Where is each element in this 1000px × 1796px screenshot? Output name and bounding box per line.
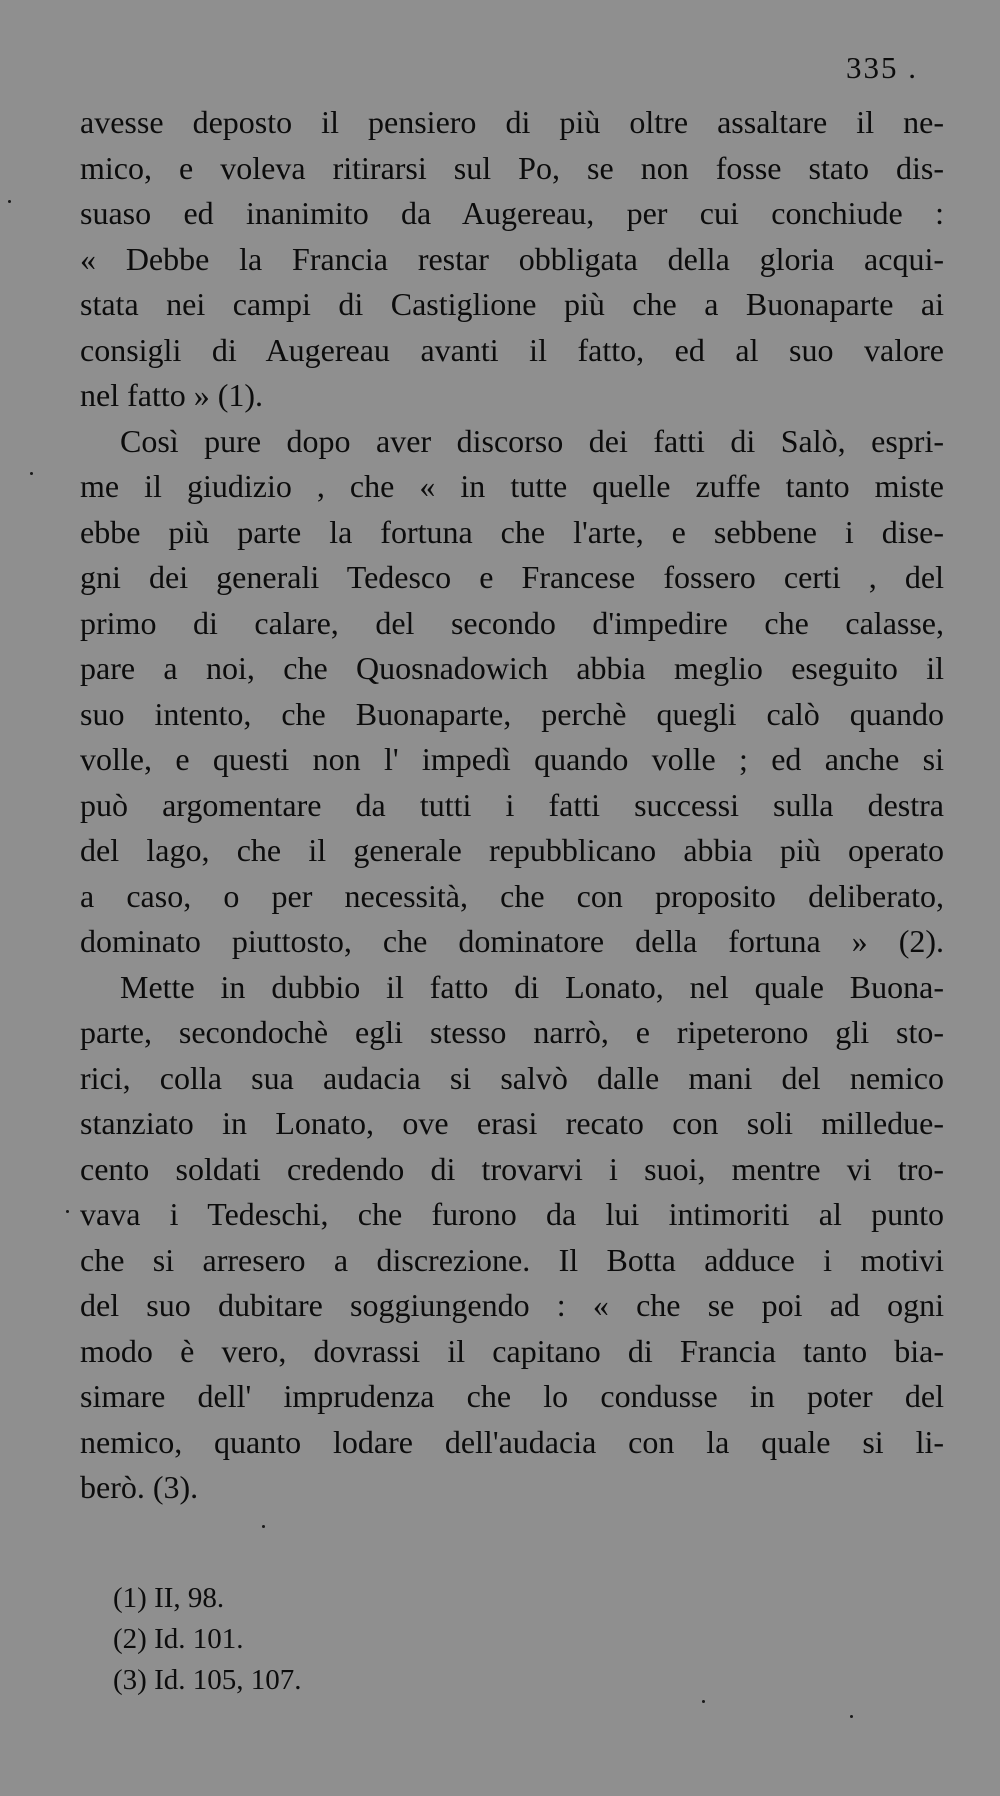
text-line: gni dei generali Tedesco e Francese fossero certi , del: [80, 559, 944, 595]
text-line: nemico, quanto lodare dell'audacia con la quale si li-: [80, 1423, 944, 1460]
text-line: primo di calare, del secondo d'impedire che calasse,: [80, 604, 944, 641]
text-line: dominato piuttosto, che dominatore della fortuna » (2).: [80, 923, 944, 959]
body-text: [80, 100, 944, 1511]
text-line: stata nei campi di Castiglione più che a Buonaparte ai: [80, 286, 944, 322]
page-number: 335 .: [846, 50, 918, 85]
text-line: consigli di Augereau avanti il fatto, ed al suo valore: [80, 331, 944, 368]
text-line: suo intento, che Buonaparte, perchè quegli calò quando: [80, 695, 944, 732]
text-line: cento soldati credendo di trovarvi i suoi, mentre vi tro-: [80, 1150, 944, 1187]
scan-speck: [30, 472, 33, 475]
text-line: avesse deposto il pensiero di più oltre assaltare il ne-: [80, 104, 944, 140]
text-line: vava i Tedeschi, che furono da lui intimoriti al punto: [80, 1196, 944, 1232]
text-line: « Debbe la Francia restar obbligata della gloria acqui-: [80, 240, 944, 277]
scan-speck: [702, 1700, 705, 1703]
text-line: nel fatto » (1).: [80, 377, 264, 413]
text-line: del suo dubitare soggiungendo : « che se poi ad ogni: [80, 1287, 944, 1323]
text-line: me il giudizio , che « in tutte quelle zuffe tanto miste: [80, 468, 944, 504]
text-line: simare dell' imprudenza che lo condusse in poter del: [80, 1378, 944, 1414]
text-line: modo è vero, dovrassi il capitano di Francia tanto bia-: [80, 1332, 944, 1369]
text-line: può argomentare da tutti i fatti successi sulla destra: [80, 786, 944, 823]
footnotes: [113, 1578, 301, 1701]
scan-speck: [262, 1525, 265, 1528]
scan-speck: [66, 1210, 69, 1213]
text-line: berò. (3).: [80, 1469, 199, 1505]
text-line: stanziato in Lonato, ove erasi recato con soli milledue-: [80, 1105, 944, 1141]
text-line: pare a noi, che Quosnadowich abbia meglio eseguito il: [80, 650, 944, 686]
text-line: del lago, che il generale repubblicano abbia più operato: [80, 832, 944, 868]
text-line: rici, colla sua audacia si salvò dalle mani del nemico: [80, 1059, 944, 1096]
footnote: (3) Id. 105, 107.: [113, 1664, 302, 1696]
text-line: volle, e questi non l' impedì quando volle ; ed anche si: [80, 741, 944, 777]
text-line: parte, secondochè egli stesso narrò, e ripeterono gli sto-: [80, 1014, 944, 1050]
scan-speck: [850, 1715, 853, 1718]
text-line: ebbe più parte la fortuna che l'arte, e sebbene i dise-: [80, 513, 944, 550]
footnote: (1) II, 98.: [113, 1582, 225, 1614]
text-line: a caso, o per necessità, che con proposito deliberato,: [80, 877, 944, 914]
text-line: Così pure dopo aver discorso dei fatti di Salò, espri-: [120, 422, 944, 459]
text-line: mico, e voleva ritirarsi sul Po, se non fosse stato dis-: [80, 149, 944, 186]
footnote: (2) Id. 101.: [113, 1623, 244, 1655]
text-line: che si arresero a discrezione. Il Botta adduce i motivi: [80, 1241, 944, 1278]
scan-speck: [8, 200, 11, 203]
text-line: suaso ed inanimito da Augereau, per cui conchiude :: [80, 195, 944, 231]
text-line: Mette in dubbio il fatto di Lonato, nel quale Buona-: [120, 968, 944, 1005]
